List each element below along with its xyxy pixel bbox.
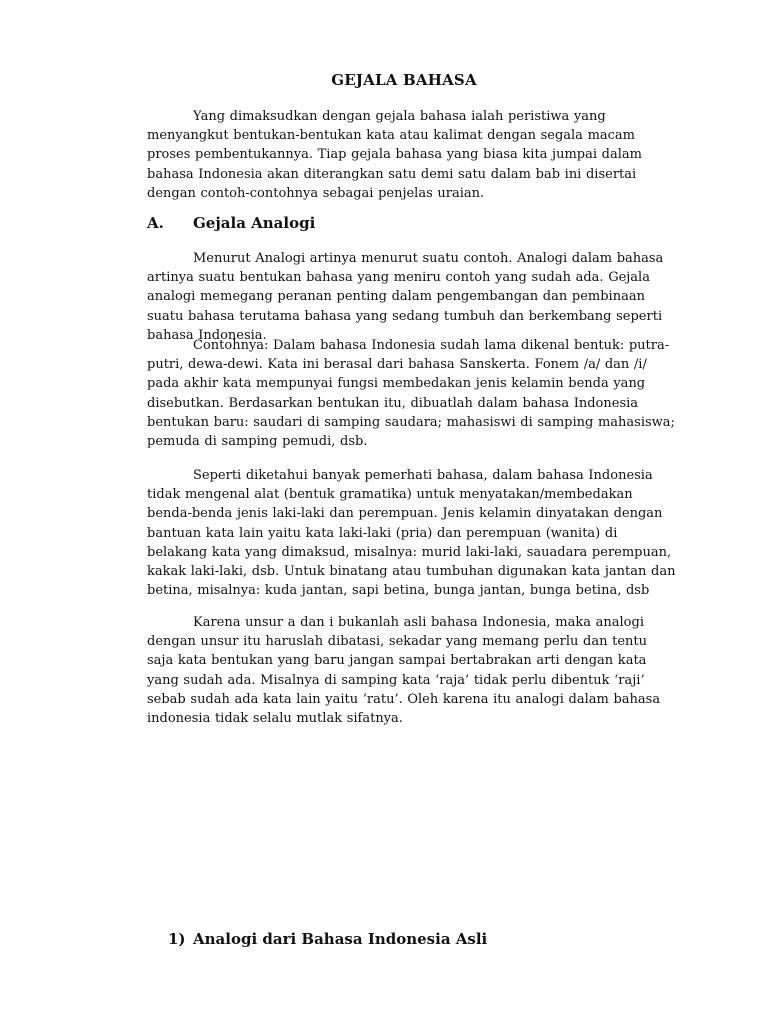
document-title: GEJALA BAHASA [331,71,477,89]
section-a-number: A. [147,214,164,232]
intro-paragraph: Yang dimaksudkan dengan gejala bahasa ialah peristiwa yang menyangkut bentukan-bentukan kata atau kalimat dengan segala macam proses pembentukannya. Tiap gejala bahasa yang biasa kita jumpai dalam bahasa Indonesia akan diterangkan satu demi satu dalam bab ini disertai dengan contoh-contohnya sebagai penjelas uraian. [147,109,642,201]
subsection-1-title: Analogi dari Bahasa Indonesia Asli [193,930,488,948]
section-a-paragraph-1: Menurut Analogi artinya menurut suatu contoh. Analogi dalam bahasa artinya suatu bentukan bahasa yang meniru contoh yang sudah ada. Gejala analogi memegang peranan penting dalam pengembangan dan pembinaan suatu bahasa terutama bahasa yang sedang tumbuh dan berkembang seperti bahasa Indonesia. [147,251,664,343]
section-a-title: Gejala Analogi [193,214,316,232]
section-a-paragraph-4: Karena unsur a dan i bukanlah asli bahasa Indonesia, maka analogi dengan unsur itu haruslah dibatasi, sekadar yang memang perlu dan tentu saja kata bentukan yang baru jangan sampai bertabrakan arti dengan kata yang sudah ada. Misalnya di samping kata ‘raja’ tidak perlu dibentuk ‘raji’ sebab sudah ada kata lain yaitu ‘ratu’. Oleh karena itu analogi dalam bahasa indonesia tidak selalu mutlak sifatnya. [147,615,661,727]
subsection-1-number: 1) [168,930,186,948]
subsection-1-heading [168,930,487,948]
section-a-paragraph-3: Seperti diketahui banyak pemerhati bahasa, dalam bahasa Indonesia tidak mengenal alat (bentuk gramatika) untuk menyatakan/membedakan benda-benda jenis laki-laki dan perempuan. Jenis kelamin dinyatakan dengan bantuan kata lain yaitu kata laki-laki (pria) dan perempuan (wanita) di belakang kata yang dimaksud, misalnya: murid laki-laki, sauadara perempuan, kakak laki-laki, dsb. Untuk binatang atau tumbuhan digunakan kata jantan dan betina, misalnya: kuda jantan, sapi betina, bunga jantan, bunga betina, dsb [147,468,676,599]
section-a-paragraph-2: Contohnya: Dalam bahasa Indonesia sudah lama dikenal bentuk: putra-putri, dewa-dewi. Kata ini berasal dari bahasa Sanskerta. Fonem /a/ dan /i/ pada akhir kata mempunyai fungsi membedakan jenis kelamin benda yang disebutkan. Berdasarkan bentukan itu, dibuatlah dalam bahasa Indonesia bentukan baru: saudari di samping saudara; mahasiswi di samping mahasiswa; pemuda di samping pemudi, dsb. [147,338,675,450]
section-a-heading [147,214,315,232]
